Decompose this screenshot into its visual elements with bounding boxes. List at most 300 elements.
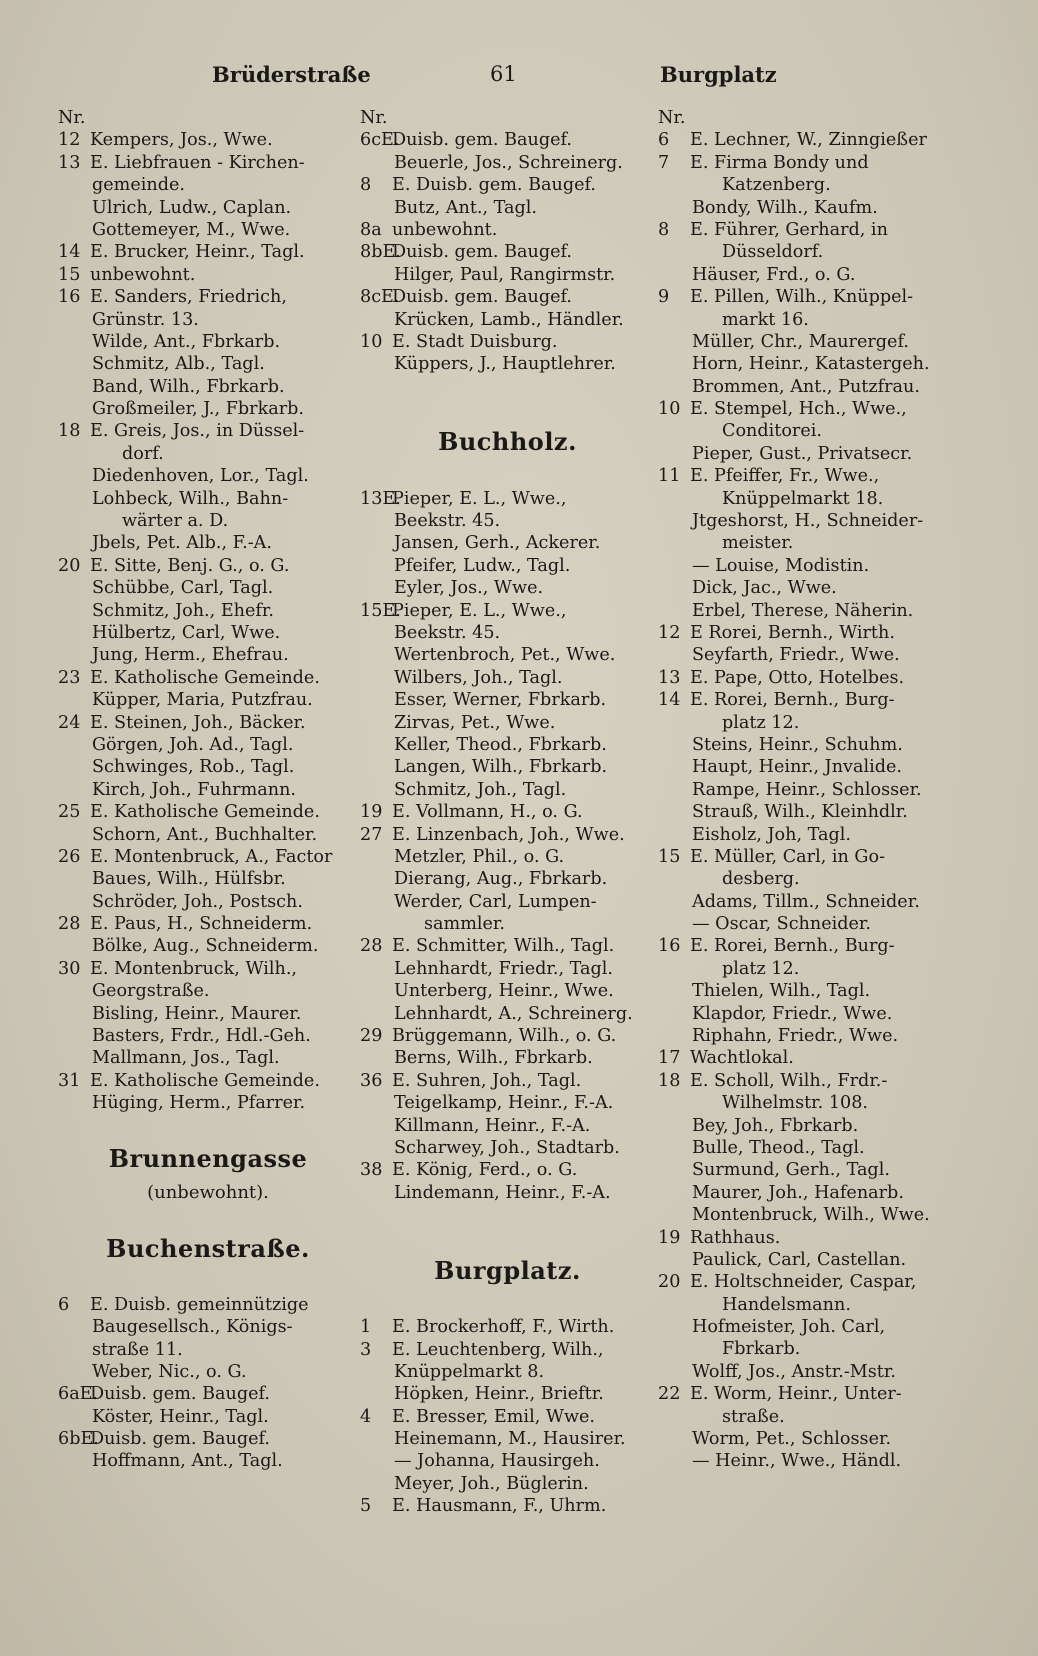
street-heading: Buchholz. [438,427,577,457]
entry-text: E Rorei, Bernh., Wirth. [690,622,895,643]
directory-entry [658,1361,958,1383]
street-heading: Burgplatz. [434,1255,581,1285]
entry-text: Montenbruck, Wilh., Wwe. [692,1205,930,1226]
entry-text: Duisb. gem. Baugef. [392,242,572,263]
entry-text: Duisb. gem. Baugef. [90,1384,270,1405]
directory-entry [658,443,958,465]
entry-text: Jung, Herm., Ehefrau. [92,645,289,666]
directory-entry [360,174,655,196]
house-number: 16 [658,936,681,957]
directory-entry [658,1338,958,1360]
directory-entry [658,1159,958,1181]
directory-entry [360,1383,655,1405]
directory-entry [58,868,358,890]
directory-entry [658,309,958,331]
directory-entry [360,1159,655,1181]
entry-text: Butz, Ant., Tagl. [394,197,538,218]
directory-entry [58,958,358,980]
directory-entry [58,174,358,196]
directory-entry [58,488,358,510]
street-note: (unbewohnt). [147,1181,269,1203]
directory-entry [58,1003,358,1025]
house-number: 16 [58,287,81,308]
directory-entry [58,1316,358,1338]
directory-entry [658,488,958,510]
directory-entry [658,1204,958,1226]
entry-text: E. Suhren, Joh., Tagl. [392,1070,582,1091]
entry-text: E. Müller, Carl, in Go- [690,846,886,867]
directory-entry [360,734,655,756]
directory-entry [658,1428,958,1450]
house-number: 26 [58,846,81,867]
entry-text: Hüging, Herm., Pfarrer. [92,1093,306,1114]
house-number: 8 [360,175,372,196]
directory-entry [658,152,958,174]
entry-text: Nr. [58,108,86,128]
directory-entry [658,1316,958,1338]
entry-text: E. Firma Bondy und [690,152,869,173]
running-head-left: Brüderstraße [212,62,371,87]
directory-entry [58,443,358,465]
entry-text: E. Stadt Duisburg. [392,331,558,352]
directory-entry [360,219,655,241]
directory-entry [360,600,655,622]
column-right [658,107,958,1473]
directory-entry [658,801,958,823]
entry-text: Wilhelmstr. 108. [722,1093,869,1114]
entry-text: unbewohnt. [392,219,498,240]
directory-entry [58,510,358,532]
house-number: 31 [58,1070,81,1091]
directory-entry [360,1092,655,1114]
directory-entry [360,667,655,689]
entry-text: Steins, Heinr., Schuhm. [692,734,903,755]
entry-text: E. Sanders, Friedrich, [90,287,287,308]
entry-text: E. Liebfrauen - Kirchen- [90,152,305,173]
directory-entry [658,824,958,846]
entry-text: E. Hausmann, F., Uhrm. [392,1496,607,1517]
directory-entry [360,1003,655,1025]
house-number: 19 [360,802,383,823]
entry-text: Baues, Wilh., Hülfsbr. [92,869,286,890]
entry-text: Seyfarth, Friedr., Wwe. [692,645,900,666]
entry-text: E. Katholische Gemeinde. [90,1070,320,1091]
entry-text: E. Steinen, Joh., Bäcker. [90,712,306,733]
entry-text: Bulle, Theod., Tagl. [692,1137,865,1158]
entry-text: Ulrich, Ludw., Caplan. [92,197,292,218]
entry-text: desberg. [722,869,800,890]
directory-entry [58,734,358,756]
spacer [360,1227,655,1249]
entry-text: Bisling, Heinr., Maurer. [92,1003,302,1024]
directory-entry [658,1182,958,1204]
directory-entry [58,353,358,375]
entry-text: straße. [722,1406,785,1427]
entry-text: Mallmann, Jos., Tagl. [92,1048,280,1069]
directory-entry [58,644,358,666]
column-middle [360,107,655,1518]
entry-text: Dierang, Aug., Fbrkarb. [394,869,608,890]
house-number: 14 [58,242,81,263]
house-number: 28 [58,914,81,935]
directory-entry [360,779,655,801]
entry-text: Pfeifer, Ludw., Tagl. [394,555,571,576]
directory-entry [658,420,958,442]
entry-text: Bey, Joh., Fbrkarb. [692,1115,859,1136]
directory-entry [58,1070,358,1092]
house-number: 11 [658,466,681,487]
entry-text: Wolff, Jos., Anstr.-Mstr. [692,1361,896,1382]
entry-text: Schorn, Ant., Buchhalter. [92,824,318,845]
entry-text: E. Brockerhoff, F., Wirth. [392,1317,615,1338]
entry-text: platz 12. [722,712,800,733]
directory-entry [360,286,655,308]
directory-entry [58,891,358,913]
directory-entry [58,264,358,286]
entry-text: Conditorei. [722,421,822,442]
directory-entry [58,779,358,801]
entry-text: Rampe, Heinr., Schlosser. [692,779,922,800]
entry-text: Beuerle, Jos., Schreinerg. [394,152,623,173]
directory-entry [658,129,958,151]
entry-text: Kempers, Jos., Wwe. [90,130,273,151]
house-number: 12 [658,622,681,643]
house-number: 24 [58,712,81,733]
entry-text: Lohbeck, Wilh., Bahn- [92,488,289,509]
directory-entry [658,264,958,286]
house-number: 22 [658,1384,681,1405]
directory-entry [360,958,655,980]
directory-entry [658,667,958,689]
entry-text: Jbels, Pet. Alb., F.-A. [92,533,272,554]
directory-entry [58,197,358,219]
directory-entry [658,219,958,241]
entry-text: platz 12. [722,958,800,979]
directory-entry [658,1070,958,1092]
directory-entry [58,801,358,823]
entry-text: E. Worm, Heinr., Unter- [690,1384,902,1405]
directory-entry [658,1115,958,1137]
spacer [360,1204,655,1226]
directory-entry [360,891,655,913]
entry-text: Heinemann, M., Hausirer. [394,1429,626,1450]
directory-entry [58,913,358,935]
directory-entry [360,1495,655,1517]
directory-entry [658,1249,958,1271]
directory-entry [360,644,655,666]
entry-text: meister. [722,533,794,554]
directory-entry [658,286,958,308]
entry-text: Dick, Jac., Wwe. [692,578,837,599]
entry-text: Schmitz, Alb., Tagl. [92,354,265,375]
directory-entry [360,197,655,219]
directory-entry [360,1316,655,1338]
house-number: 23 [58,667,81,688]
entry-text: Kirch, Joh., Fuhrmann. [92,779,297,800]
entry-text: E. Duisb. gem. Baugef. [392,175,597,196]
entry-text: Worm, Pet., Schlosser. [692,1429,892,1450]
directory-entry [360,824,655,846]
entry-text: E. Brucker, Heinr., Tagl. [90,242,305,263]
column-left [58,107,358,1473]
entry-text: E. Rorei, Bernh., Burg- [690,936,895,957]
entry-text: E. Schmitter, Wilh., Tagl. [392,936,615,957]
directory-entry [360,712,655,734]
entry-text: Diedenhoven, Lor., Tagl. [92,466,309,487]
directory-entry [658,331,958,353]
entry-text: Unterberg, Heinr., Wwe. [394,981,614,1002]
street-heading: Buchenstraße. [106,1233,310,1263]
directory-entry [360,353,655,375]
entry-text: Häuser, Frd., o. G. [692,264,856,285]
entry-text: wärter a. D. [122,511,229,532]
directory-entry [58,980,358,1002]
entry-text: Esser, Werner, Fbrkarb. [394,690,607,711]
house-number: 6aE. [58,1384,99,1405]
directory-entry [58,577,358,599]
entry-text: Schübbe, Carl, Tagl. [92,578,274,599]
house-number: 38 [360,1160,383,1181]
directory-entry [658,980,958,1002]
directory-entry [360,555,655,577]
directory-entry [360,1450,655,1472]
house-number: 15E. [360,600,401,621]
directory-entry [658,644,958,666]
directory-entry [58,935,358,957]
directory-entry [658,1383,958,1405]
entry-text: Bondy, Wilh., Kaufm. [692,197,878,218]
house-number: 10 [658,399,681,420]
entry-text: Hoffmann, Ant., Tagl. [92,1451,283,1472]
directory-entry [658,510,958,532]
directory-entry [360,532,655,554]
directory-entry [360,801,655,823]
directory-entry [58,107,358,129]
entry-text: straße 11. [92,1339,183,1360]
directory-entry [658,1294,958,1316]
directory-entry [360,152,655,174]
directory-entry [658,779,958,801]
house-number: 18 [658,1070,681,1091]
directory-entry [360,241,655,263]
directory-entry [658,197,958,219]
house-number: 9 [658,287,670,308]
entry-text: Strauß, Wilh., Kleinhdlr. [692,802,908,823]
spacer [360,376,655,398]
entry-text: Küppers, J., Hauptlehrer. [394,354,616,375]
running-head-right: Burgplatz [660,62,777,87]
directory-entry [658,1271,958,1293]
entry-text: E. Katholische Gemeinde. [90,667,320,688]
entry-text: Beekstr. 45. [394,511,501,532]
entry-text: Schröder, Joh., Postsch. [92,891,303,912]
entry-text: Görgen, Joh. Ad., Tagl. [92,734,294,755]
entry-text: — Heinr., Wwe., Händl. [692,1451,902,1472]
entry-text: Pieper, Gust., Privatsecr. [692,443,913,464]
spacer [360,465,655,487]
spacer [58,1271,358,1293]
house-number: 13 [58,152,81,173]
entry-text: Surmund, Gerh., Tagl. [692,1160,890,1181]
entry-text: dorf. [122,443,164,464]
directory-entry [658,376,958,398]
directory-entry [58,331,358,353]
directory-entry [360,1070,655,1092]
directory-entry [58,1361,358,1383]
house-number: 20 [658,1272,681,1293]
entry-text: Grünstr. 13. [92,309,199,330]
directory-entry [658,600,958,622]
directory-entry [658,1406,958,1428]
directory-entry [58,824,358,846]
entry-text: unbewohnt. [90,264,196,285]
entry-text: Jtgeshorst, H., Schneider- [692,511,924,532]
entry-text: E. Vollmann, H., o. G. [392,802,583,823]
entry-text: E. Scholl, Wilh., Frdr.- [690,1070,888,1091]
entry-text: Meyer, Joh., Büglerin. [394,1473,589,1494]
entry-text: Killmann, Heinr., F.-A. [394,1115,591,1136]
entry-text: E. Montenbruck, A., Factor [90,846,333,867]
entry-text: Höpken, Heinr., Brieftr. [394,1384,604,1405]
entry-text: — Louise, Modistin. [692,555,870,576]
house-number: 6 [58,1294,70,1315]
entry-text: Erbel, Therese, Näherin. [692,600,914,621]
entry-text: Krücken, Lamb., Händler. [394,309,624,330]
directory-entry [58,1428,358,1450]
directory-entry [658,1137,958,1159]
entry-text: Handelsmann. [722,1294,851,1315]
directory-entry [58,1450,358,1472]
directory-entry [58,1406,358,1428]
directory-entry [360,488,655,510]
entry-text: Düsseldorf. [722,242,824,263]
directory-entry [58,219,358,241]
spacer [360,398,655,420]
directory-entry [58,129,358,151]
directory-entry [58,376,358,398]
entry-text: Riphahn, Friedr., Wwe. [692,1026,899,1047]
directory-entry [360,846,655,868]
entry-text: Adams, Tillm., Schneider. [692,891,920,912]
spacer [58,1204,358,1226]
directory-entry [658,913,958,935]
entry-text: E. Leuchtenberg, Wilh., [392,1339,604,1360]
directory-entry [360,622,655,644]
entry-text: Keller, Theod., Fbrkarb. [394,734,607,755]
house-number: 7 [658,152,670,173]
directory-entry [658,241,958,263]
house-number: 8a [360,219,382,240]
directory-entry [58,622,358,644]
entry-text: Pieper, E. L., Wwe., [392,488,567,509]
directory-entry [58,756,358,778]
entry-text: Lehnhardt, Friedr., Tagl. [394,958,614,979]
directory-entry [360,868,655,890]
house-number: 29 [360,1026,383,1047]
entry-text: Duisb. gem. Baugef. [90,1429,270,1450]
directory-entry [658,622,958,644]
directory-entry [658,174,958,196]
entry-text: Lindemann, Heinr., F.-A. [394,1182,611,1203]
house-number: 14 [658,690,681,711]
entry-text: Maurer, Joh., Hafenarb. [692,1182,904,1203]
directory-entry [360,1137,655,1159]
directory-entry [360,107,655,129]
house-number: 18 [58,421,81,442]
directory-entry [658,846,958,868]
directory-entry [58,689,358,711]
entry-text: E. Bresser, Emil, Wwe. [392,1406,596,1427]
entry-text: E. Katholische Gemeinde. [90,802,320,823]
entry-text: Lehnhardt, A., Schreinerg. [394,1003,633,1024]
house-number: 28 [360,936,383,957]
entry-text: Wilbers, Joh., Tagl. [394,667,563,688]
directory-entry [58,1383,358,1405]
directory-entry [658,689,958,711]
entry-text: sammler. [424,914,505,935]
directory-entry [658,532,958,554]
entry-text: E. Montenbruck, Wilh., [90,958,298,979]
directory-entry [58,309,358,331]
entry-text: Metzler, Phil., o. G. [394,846,565,867]
directory-entry [58,465,358,487]
directory-entry [58,152,358,174]
directory-entry [360,980,655,1002]
directory-entry [658,465,958,487]
entry-text: Baugesellsch., Königs- [92,1317,293,1338]
directory-entry [360,331,655,353]
entry-text: Berns, Wilh., Fbrkarb. [394,1048,593,1069]
entry-text: Werder, Carl, Lumpen- [394,891,597,912]
house-number: 17 [658,1048,681,1069]
entry-text: Müller, Chr., Maurergef. [692,331,909,352]
house-number: 19 [658,1227,681,1248]
entry-text: Band, Wilh., Fbrkarb. [92,376,285,397]
directory-entry [360,1473,655,1495]
entry-text: Rathhaus. [690,1227,781,1248]
entry-text: Teigelkamp, Heinr., F.-A. [394,1093,614,1114]
house-number: 12 [58,130,81,151]
entry-text: Duisb. gem. Baugef. [392,130,572,151]
directory-entry [58,712,358,734]
entry-text: Fbrkarb. [722,1339,801,1360]
directory-entry [360,1339,655,1361]
directory-entry [58,1294,358,1316]
directory-entry [360,1025,655,1047]
house-number: 5 [360,1496,372,1517]
entry-text: — Johanna, Hausirgeh. [394,1451,600,1472]
house-number: 4 [360,1406,372,1427]
house-number: 25 [58,802,81,823]
directory-entry [658,1025,958,1047]
entry-text: Brüggemann, Wilh., o. G. [392,1026,617,1047]
entry-text: Duisb. gem. Baugef. [392,287,572,308]
directory-entry [658,107,958,129]
entry-text: Thielen, Wilh., Tagl. [692,981,871,1002]
directory-entry [658,398,958,420]
house-number: 20 [58,555,81,576]
entry-text: Wachtlokal. [690,1048,794,1069]
entry-text: Georgstraße. [92,981,210,1002]
directory-entry [360,264,655,286]
entry-text: Weber, Nic., o. G. [92,1361,247,1382]
directory-entry [360,689,655,711]
entry-text: E. König, Ferd., o. G. [392,1160,578,1181]
house-number: 10 [360,331,383,352]
entry-text: Horn, Heinr., Katastergeh. [692,354,930,375]
house-number: 15 [658,846,681,867]
directory-entry [658,1227,958,1249]
